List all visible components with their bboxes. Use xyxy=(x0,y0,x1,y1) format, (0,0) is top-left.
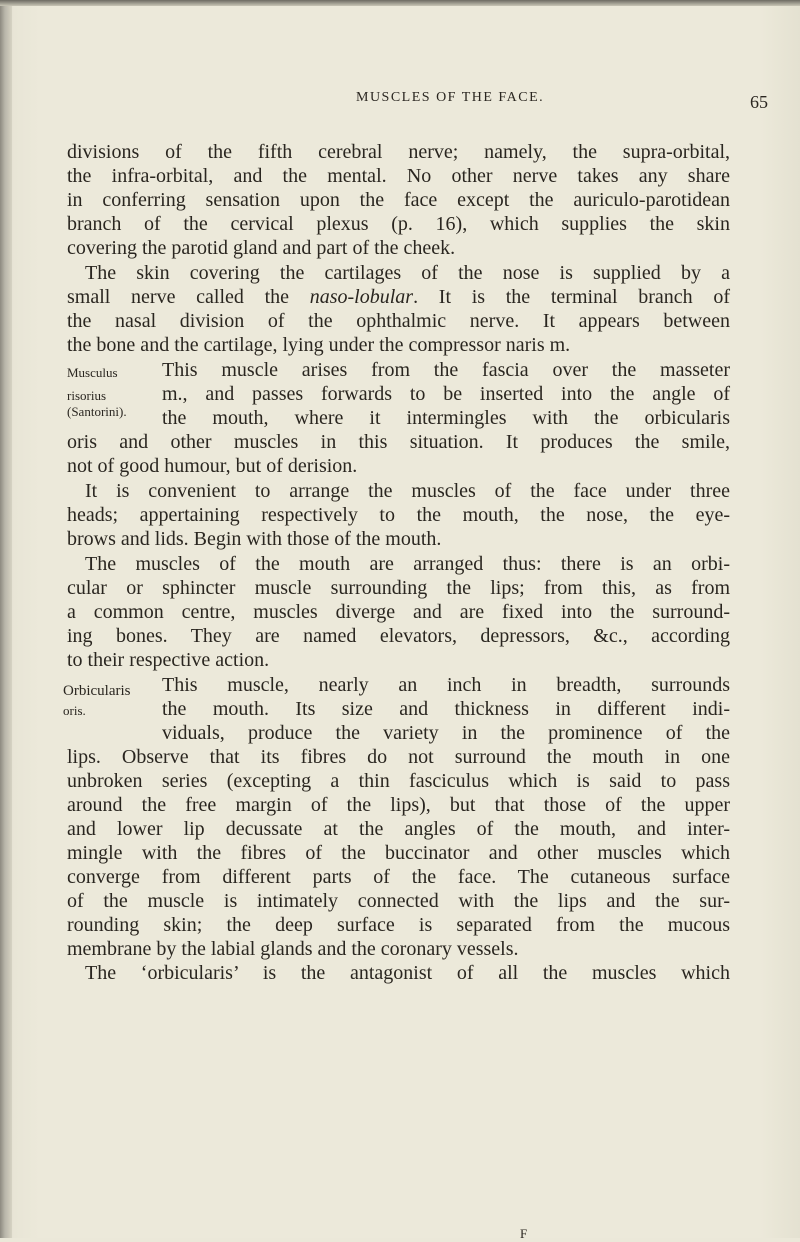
text-line: converge from different parts of the face. The cutaneous surface xyxy=(67,866,730,888)
text-line: in conferring sensation upon the face except the auriculo-parotidean xyxy=(67,189,730,211)
text-line: rounding skin; the deep surface is separated from the mucous xyxy=(67,914,730,936)
text-line: heads; appertaining respectively to the mouth, the nose, the eye- xyxy=(67,504,730,526)
text-line: of the muscle is intimately connected with the lips and the sur- xyxy=(67,890,730,912)
text-fragment: small nerve called the xyxy=(67,286,310,308)
text-line: This muscle arises from the fascia over the masseter xyxy=(162,359,730,381)
text-line: branch of the cervical plexus (p. 16), which supplies the skin xyxy=(67,213,730,235)
text-line: ing bones. They are named elevators, depressors, &c., according xyxy=(67,625,730,647)
text-line: the bone and the cartilage, lying under the compressor naris m. xyxy=(67,334,571,356)
text-line: covering the parotid gland and part of the cheek. xyxy=(67,237,456,259)
sidenote-santorini: (Santorini). xyxy=(67,404,127,419)
text-line: The ‘orbicularis’ is the antagonist of all the muscles which xyxy=(85,962,730,984)
text-line: membrane by the labial glands and the coronary vessels. xyxy=(67,938,519,960)
text-line: the infra-orbital, and the mental. No other nerve takes any share xyxy=(67,165,730,187)
text-line: cular or sphincter muscle surrounding the lips; from this, as from xyxy=(67,577,730,599)
text-line: mingle with the fibres of the buccinator and other muscles which xyxy=(67,842,730,864)
italic-term: naso-lobular xyxy=(309,286,414,308)
text-line: divisions of the fifth cerebral nerve; namely, the supra-orbital, xyxy=(67,141,730,163)
text-line: m., and passes forwards to be inserted into the angle of xyxy=(162,383,730,405)
signature-mark: F xyxy=(520,1226,528,1241)
text-line: the mouth. Its size and thickness in different indi- xyxy=(162,698,730,720)
text-line: and lower lip decussate at the angles of the mouth, and inter- xyxy=(67,818,730,840)
text-line: viduals, produce the variety in the prominence of the xyxy=(162,722,730,744)
sidenote-orbicularis: Orbicularis xyxy=(63,683,131,699)
text-line: the mouth, where it intermingles with the orbicularis xyxy=(162,407,730,429)
text-line: lips. Observe that its fibres do not surround the mouth in one xyxy=(67,746,730,768)
text-line: oris and other muscles in this situation. It produces the smile, xyxy=(67,431,730,453)
text-fragment: . It is the terminal branch of xyxy=(413,286,730,308)
sidenote-risorius: risorius xyxy=(67,388,106,403)
running-head-title: MUSCLES OF THE FACE. xyxy=(356,90,545,105)
top-shadow xyxy=(0,0,800,6)
text-line: unbroken series (excepting a thin fasciculus which is said to pass xyxy=(67,770,730,792)
sidenote-oris: oris. xyxy=(63,703,86,718)
text-line: the nasal division of the ophthalmic nerve. It appears between xyxy=(67,310,730,332)
text-line: a common centre, muscles diverge and are fixed into the surround- xyxy=(67,601,730,623)
text-line: This muscle, nearly an inch in breadth, surrounds xyxy=(162,674,730,696)
text-line: not of good humour, but of derision. xyxy=(67,455,358,477)
sidenote-musculus: Musculus xyxy=(67,365,118,380)
page-number: 65 xyxy=(750,92,768,112)
text-line: It is convenient to arrange the muscles of the face under three xyxy=(85,480,730,502)
text-line: The muscles of the mouth are arranged thus: there is an orbi- xyxy=(85,553,730,575)
text-line: The skin covering the cartilages of the nose is supplied by a xyxy=(85,262,730,284)
text-line: to their respective action. xyxy=(67,649,270,671)
text-line xyxy=(67,285,730,309)
text-line: around the free margin of the lips), but that those of the upper xyxy=(67,794,730,816)
page-binding-edge xyxy=(0,0,12,1238)
text-line: brows and lids. Begin with those of the mouth. xyxy=(67,528,442,550)
running-head xyxy=(0,90,800,114)
